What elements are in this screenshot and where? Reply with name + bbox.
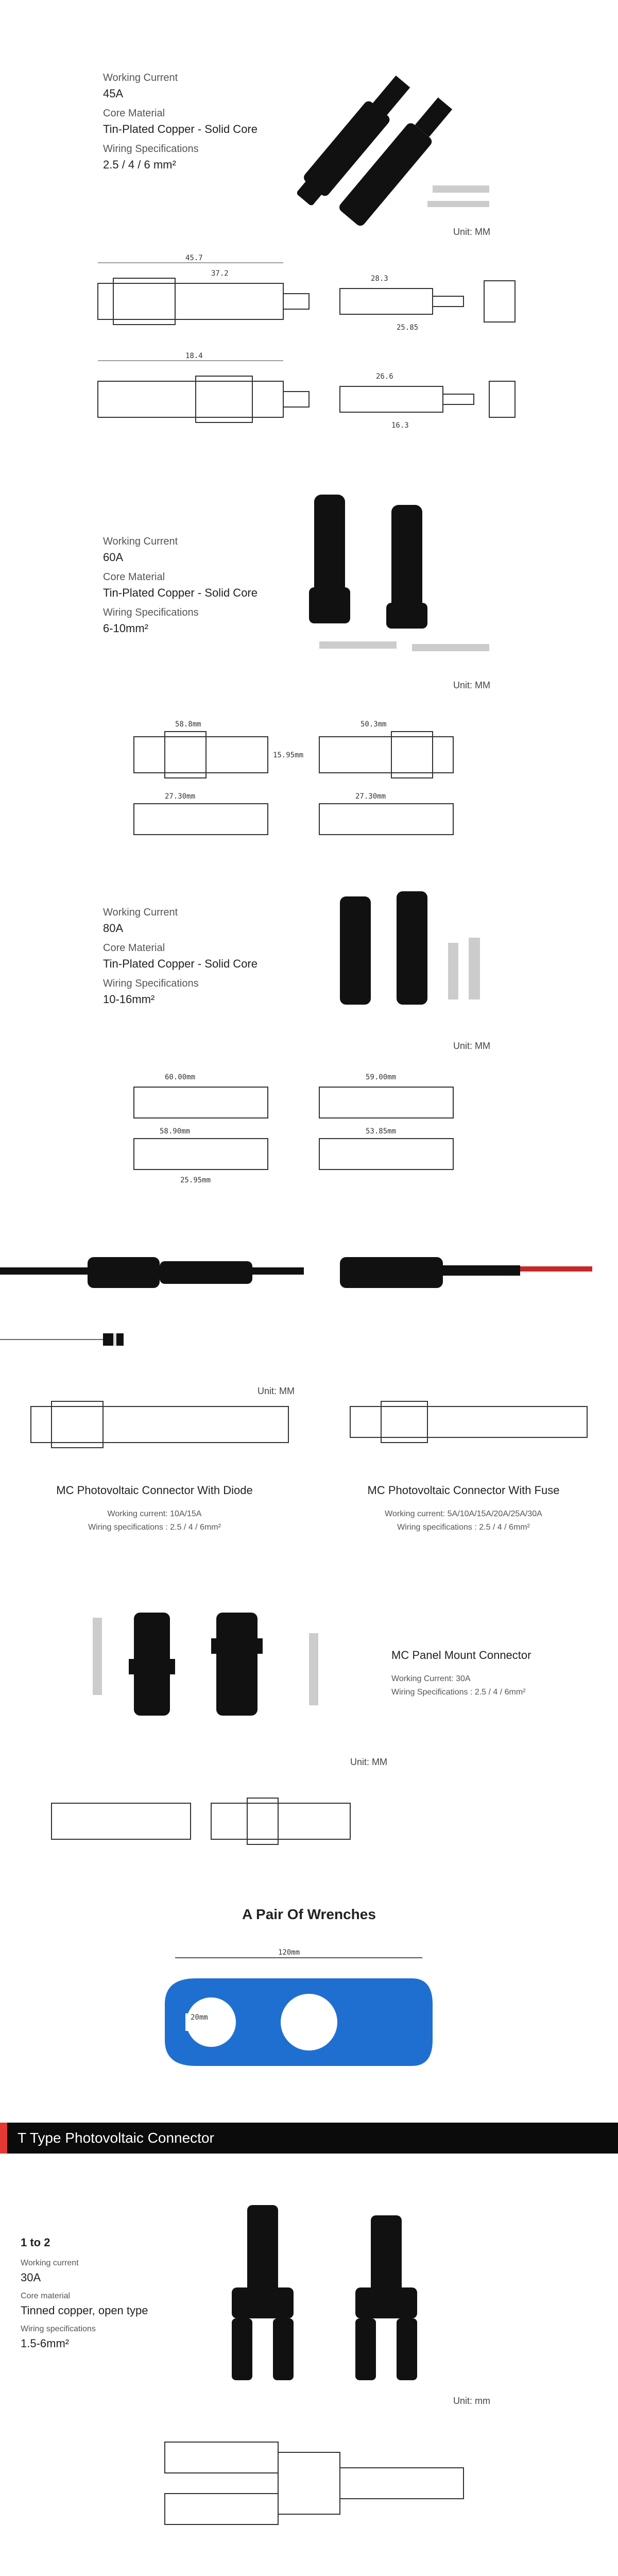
core-material-value: Tin-Plated Copper - Solid Core	[103, 123, 258, 135]
unit-label: Unit: MM	[350, 1757, 387, 1767]
core-material-value: Tin-Plated Copper - Solid Core	[103, 957, 258, 970]
dim-label: 27.30mm	[355, 792, 386, 801]
working-current-value: 80A	[103, 922, 124, 935]
fuse-info	[330, 1484, 597, 1532]
product2-connector-photo	[288, 484, 505, 670]
wiring-specs-label: Wiring Specifications	[103, 607, 199, 618]
dim-label: 45.7	[185, 254, 203, 262]
wiring-specs-label: Wiring Specifications	[103, 978, 199, 989]
dim-label: 58.90mm	[160, 1127, 191, 1136]
dim-label: 60.00mm	[165, 1073, 196, 1081]
unit-label: Unit: MM	[453, 1041, 490, 1051]
dim-label: 15.95mm	[273, 751, 304, 759]
core-material-label: Core Material	[103, 108, 165, 119]
product1-drawing-bottom	[82, 350, 536, 443]
core-material-label: Core Material	[103, 571, 165, 583]
dim-label: 26.6	[376, 372, 393, 381]
product2-specs	[103, 536, 258, 635]
dim-label: 37.2	[211, 269, 229, 278]
product1-connector-photo	[258, 15, 505, 232]
core-material-value: Tinned copper, open type	[21, 2304, 148, 2317]
t-type-banner	[0, 2123, 618, 2154]
product1-drawing-top	[82, 252, 536, 345]
dim-label: 16.3	[391, 421, 409, 430]
product3-drawing	[103, 1066, 515, 1190]
wrench-image	[154, 1947, 453, 2092]
wiring-specs-value: 10-16mm²	[103, 993, 155, 1006]
diode-wiring: Wiring specifications : 2.5 / 4 / 6mm²	[88, 1523, 221, 1532]
dim-label: 28.3	[371, 275, 388, 283]
working-current-label: Working Current	[103, 72, 178, 83]
working-current-label: Working Current	[103, 907, 178, 918]
panel-mount-current: Working Current: 30A	[391, 1674, 471, 1683]
banner-title: T Type Photovoltaic Connector	[18, 2130, 214, 2146]
product2-drawing	[103, 716, 515, 860]
wiring-specs-value: 1.5-6mm²	[21, 2337, 70, 2350]
panel-mount-title: MC Panel Mount Connector	[391, 1649, 531, 1662]
dim-label: 18.4	[185, 352, 203, 360]
wrench-length: 120mm	[278, 1948, 300, 1957]
fuse-wiring: Wiring specifications : 2.5 / 4 / 6mm²	[397, 1523, 530, 1532]
dim-label: 50.3mm	[360, 720, 387, 728]
diode-current: Working current: 10A/15A	[107, 1510, 202, 1518]
panel-mount-info	[391, 1649, 531, 1697]
t-product-1-drawing	[144, 2421, 505, 2576]
working-current-label: Working current	[21, 2259, 79, 2267]
product3-specs	[103, 907, 258, 1006]
working-current-label: Working Current	[103, 536, 178, 547]
core-material-label: Core material	[21, 2292, 71, 2300]
diode-title: MC Photovoltaic Connector With Diode	[56, 1484, 253, 1497]
wrench-title: A Pair Of Wrenches	[242, 1906, 376, 1922]
working-current-value: 30A	[21, 2271, 41, 2284]
working-current-value: 45A	[103, 87, 124, 100]
banner-accent	[0, 2123, 7, 2154]
core-material-label: Core Material	[103, 942, 165, 954]
dim-label: 53.85mm	[366, 1127, 397, 1136]
panel-mount-wiring: Wiring Specifications : 2.5 / 4 / 6mm²	[391, 1688, 526, 1697]
t-product-name: 1 to 2	[21, 2236, 50, 2249]
diode-info	[31, 1484, 278, 1532]
unit-label: Unit: mm	[453, 2396, 490, 2406]
panel-mount-photo	[72, 1602, 360, 1736]
diode-fuse-photo	[0, 1247, 618, 1381]
dim-label: 25.95mm	[180, 1176, 211, 1184]
wrench-inner: 20mm	[191, 2013, 208, 2022]
wiring-specs-value: 6-10mm²	[103, 622, 149, 635]
product3-connector-photo	[309, 881, 515, 1036]
unit-label: Unit: MM	[453, 680, 490, 690]
fuse-title: MC Photovoltaic Connector With Fuse	[367, 1484, 560, 1497]
dim-label: 25.85	[397, 324, 419, 332]
dim-label: 58.8mm	[175, 720, 201, 728]
unit-label: Unit: MM	[453, 227, 490, 237]
diode-fuse-drawing	[21, 1386, 603, 1468]
product1-specs	[103, 72, 258, 172]
t-product-1-photo	[216, 2195, 525, 2391]
wiring-specs-label: Wiring Specifications	[103, 143, 199, 155]
wiring-specs-value: 2.5 / 4 / 6 mm²	[103, 158, 176, 171]
dim-label: 59.00mm	[366, 1073, 397, 1081]
fuse-current: Working current: 5A/10A/15A/20A/25A/30A	[385, 1510, 542, 1518]
t-product-1-specs	[21, 2236, 148, 2350]
wiring-specs-label: Wiring specifications	[21, 2325, 96, 2333]
dim-label: 27.30mm	[165, 792, 196, 801]
core-material-value: Tin-Plated Copper - Solid Core	[103, 586, 258, 599]
panel-mount-drawing	[41, 1783, 402, 1860]
working-current-value: 60A	[103, 551, 124, 564]
unit-label: Unit: MM	[258, 1386, 295, 1396]
